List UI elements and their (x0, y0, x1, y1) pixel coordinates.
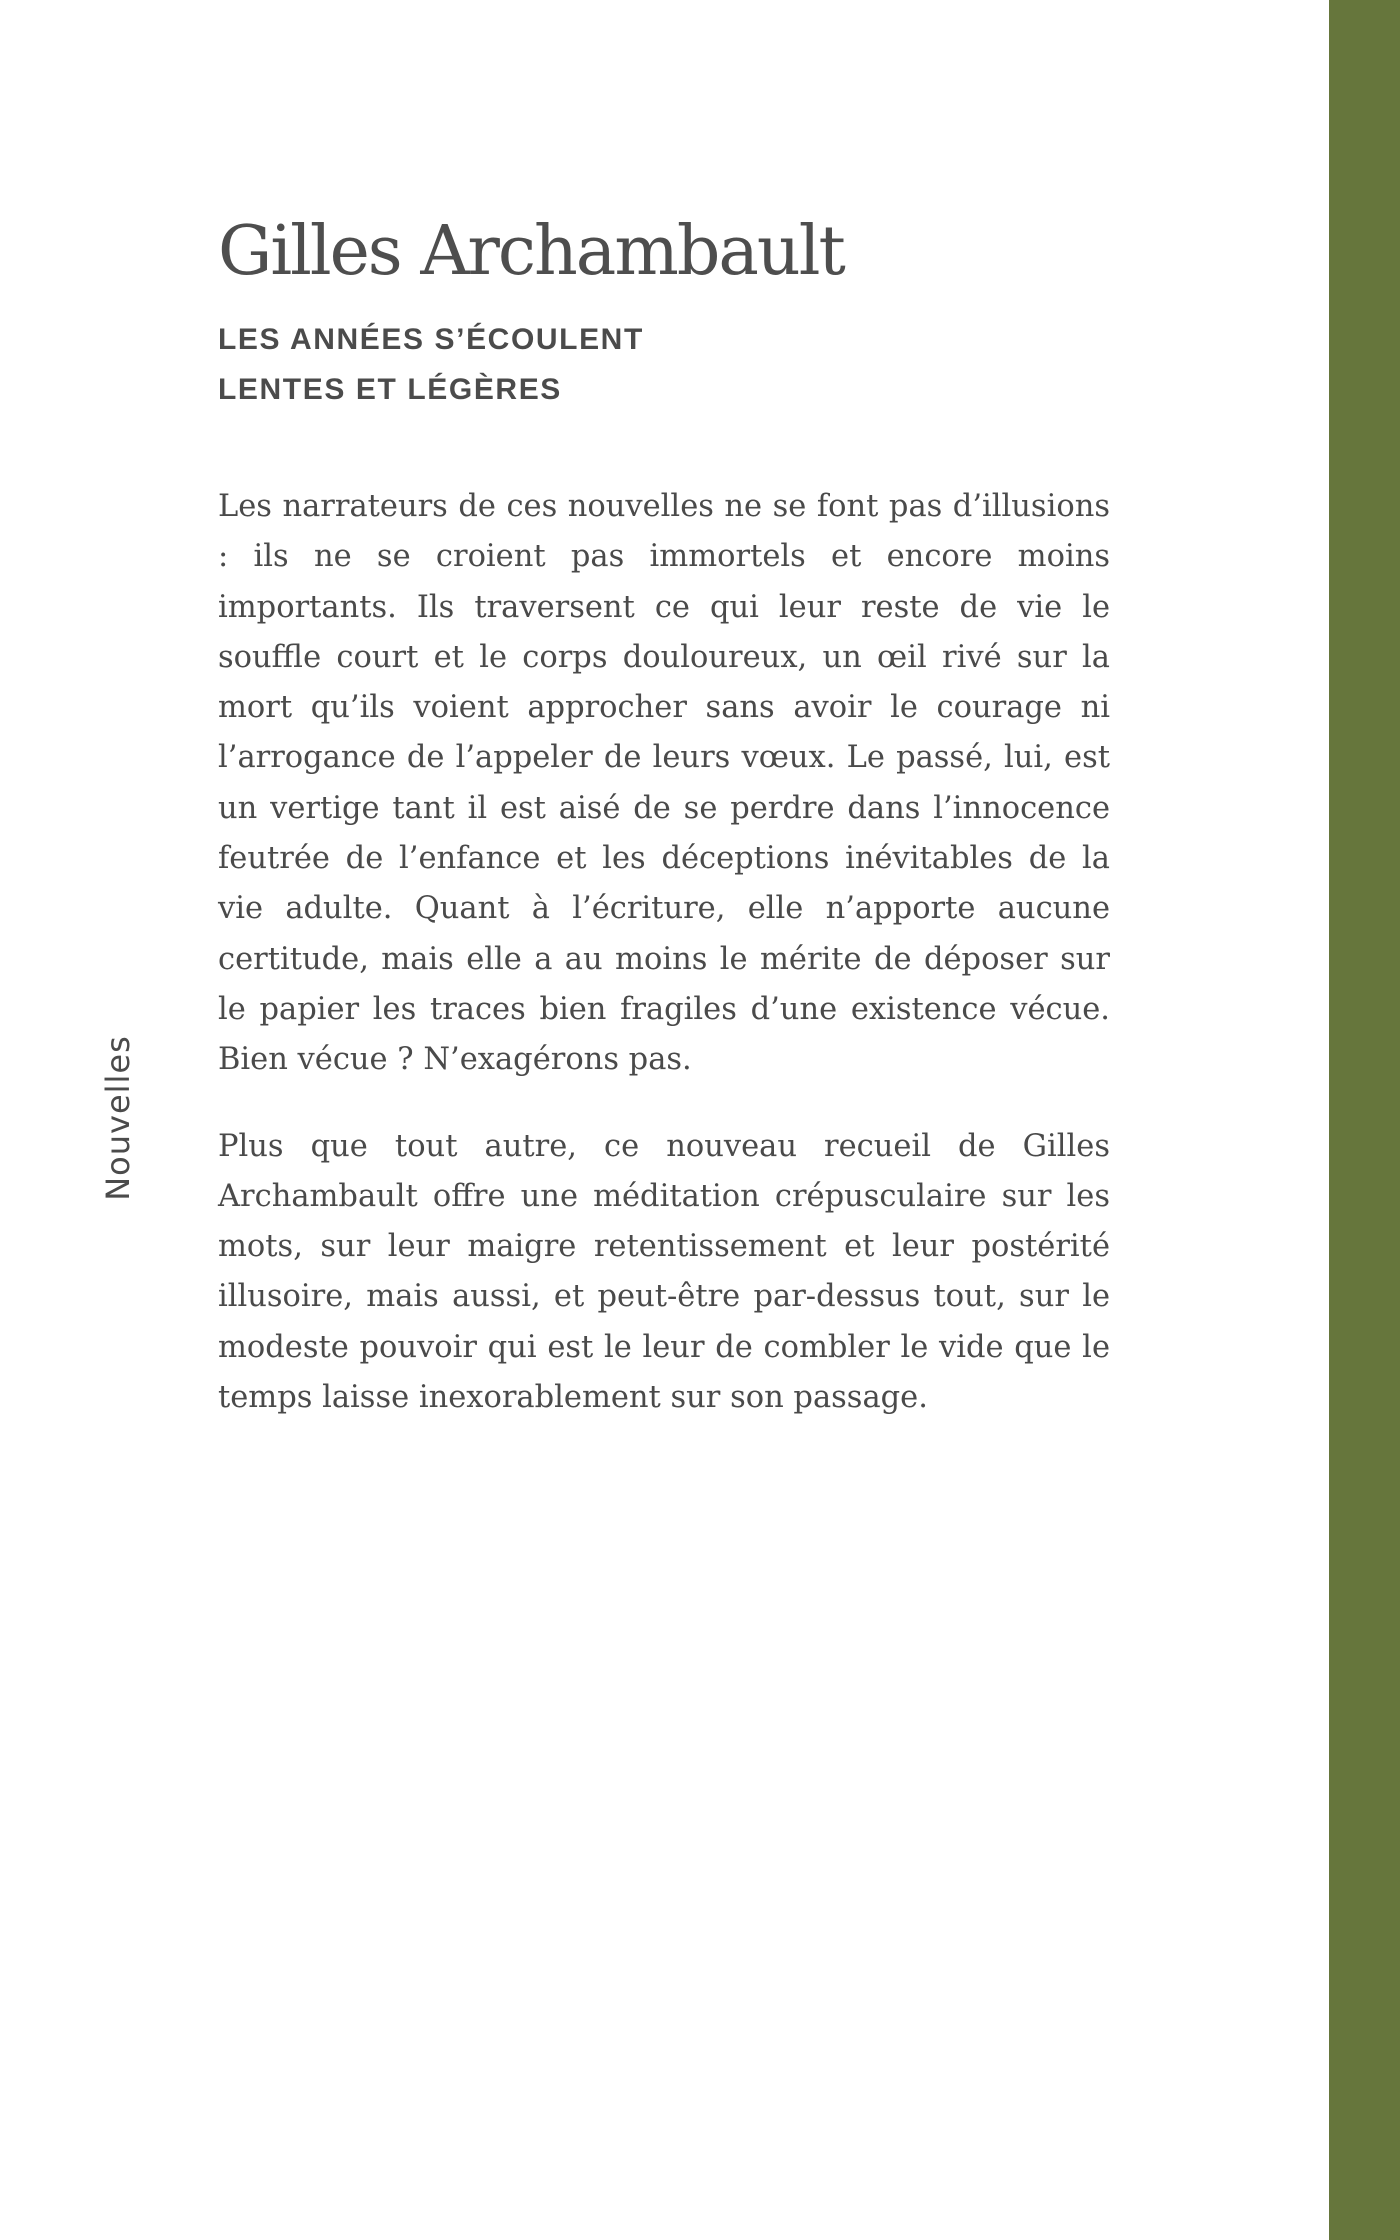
book-title (218, 315, 1110, 415)
blurb-paragraph-1: Les narrateurs de ces nouvelles ne se font pas d’illusions : ils ne se croient pas immortels et encore moins importants. Ils traversent ce qui leur reste de vie le souffle court et le corps douloureux, un œil rivé sur la mort qu’ils voient approcher sans avoir le courage ni l’arrogance de l’appeler de leurs vœux. Le passé, lui, est un vertige tant il est aisé de se perdre dans l’innocence feutrée de l’enfance et les déceptions inévitables de la vie adulte. Quant à l’écriture, elle n’apporte aucune certitude, mais elle a au moins le mérite de déposer sur le papier les traces bien fragiles d’une existence vécue. Bien vécue ? N’exagérons pas. (218, 489, 1110, 1078)
back-cover-content (218, 212, 1110, 1459)
genre-label: Nouvelles (99, 1035, 137, 1201)
book-title-line-2: LENTES ET LÉGÈRES (218, 373, 562, 406)
blurb-paragraph-2: Plus que tout autre, ce nouveau recueil de Gilles Archambault offre une méditation crépusculaire sur les mots, sur leur maigre retentissement et leur postérité illusoire, mais aussi, et peut-être par-dessus tout, sur le modeste pouvoir qui est le leur de combler le vide que le temps laisse inexorablement sur son passage. (218, 1128, 1110, 1416)
book-title-line-1: LES ANNÉES S’ÉCOULENT (218, 323, 644, 356)
blurb (218, 482, 1110, 1423)
author-name: Gilles Archambault (218, 212, 844, 291)
spine-color-band (1329, 0, 1400, 2240)
